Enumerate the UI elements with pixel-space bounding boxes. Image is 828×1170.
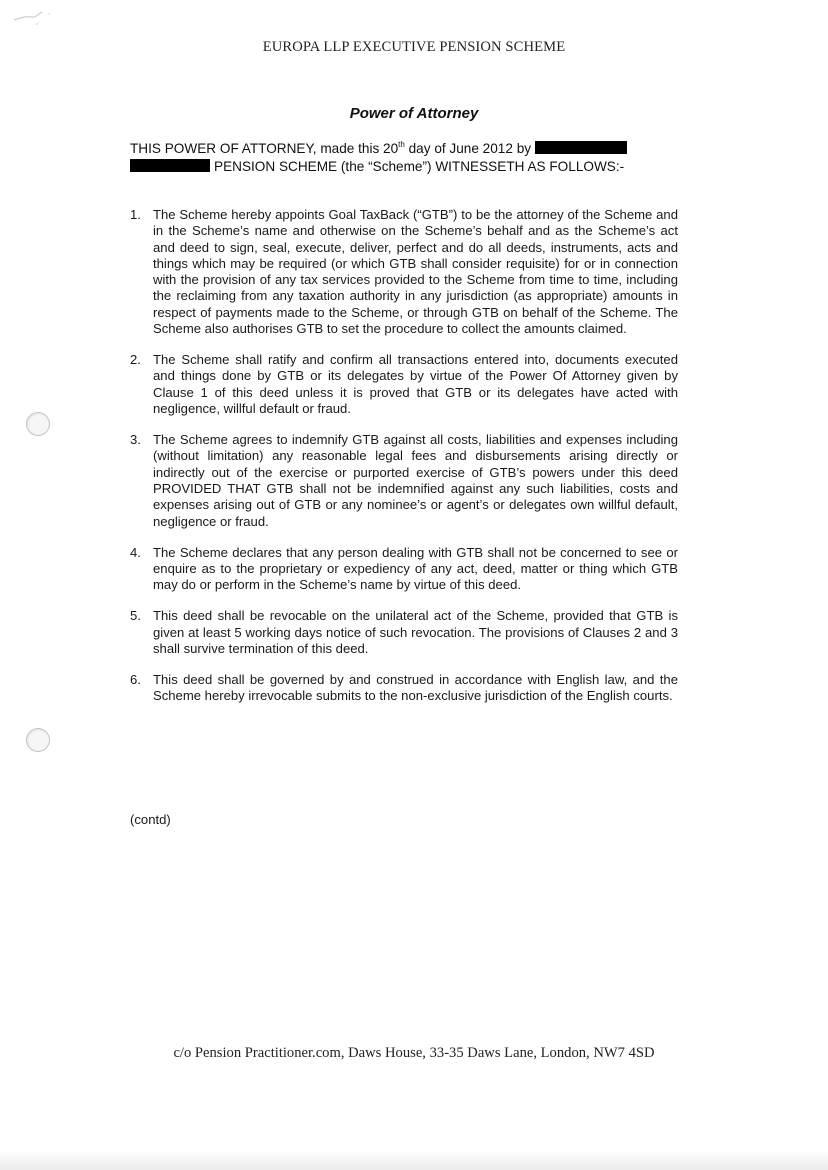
punch-hole-mark bbox=[26, 728, 50, 752]
intro-suffix: day of June 2012 by bbox=[404, 141, 532, 156]
scan-artifact-mark bbox=[6, 6, 56, 26]
redaction-bar bbox=[535, 141, 627, 154]
clause-text: This deed shall be governed by and construed in accordance with English law, and the Scheme hereby irrevocable submits to the non-exclusive jurisdiction of the English courts. bbox=[153, 672, 678, 704]
intro-prefix: THIS POWER OF ATTORNEY, made this 20 bbox=[130, 141, 399, 156]
clause-text: This deed shall be revocable on the unilateral act of the Scheme, provided that GTB is given at least 5 working days notice of such revocation. The provisions of Clauses 2 and 3 shall survive termination of this deed. bbox=[153, 608, 678, 657]
intro-line2-text: PENSION SCHEME (the “Scheme”) WITNESSETH AS FOLLOWS:- bbox=[214, 159, 625, 174]
clause-number: 2. bbox=[130, 352, 141, 368]
ordinal-suffix: th bbox=[398, 140, 405, 149]
clause-text: The Scheme declares that any person dealing with GTB shall not be concerned to see or enquire as to the proprietary or expediency of any act, deed, matter or thing which GTB may do or perform in the Scheme’s name by virtue of this deed. bbox=[153, 544, 678, 593]
clause-number: 1. bbox=[130, 207, 141, 222]
clause-2 bbox=[130, 352, 678, 417]
clause-5 bbox=[130, 608, 678, 657]
punch-hole-mark bbox=[26, 412, 50, 436]
clause-number: 3. bbox=[130, 432, 141, 448]
clause-4 bbox=[130, 545, 678, 594]
scan-bottom-edge bbox=[0, 1150, 828, 1170]
clause-number: 6. bbox=[130, 672, 141, 688]
clause-1 bbox=[130, 207, 678, 337]
clause-text: The Scheme hereby appoints Goal TaxBack (“GTB”) to be the attorney of the Scheme and in the Scheme’s name and otherwise on the Scheme’s behalf and as the Scheme’s act and deed to sign, seal, execute, deliver, perfect and do all deeds, instruments, acts and things which may be required (or which GTB shall consider requisite) for or in connection with the provision of any tax services provided to the Scheme from time to time, including the reclaiming from any taxation authority in any jurisdiction (as appropriate) amounts in respect of payments made to the Scheme, or through GTB on behalf of the Scheme. The Scheme also authorises GTB to set the procedure to collect the amounts claimed. bbox=[153, 207, 678, 337]
clauses-list bbox=[130, 207, 678, 720]
clause-6 bbox=[130, 672, 678, 705]
intro-line-2 bbox=[130, 159, 678, 174]
continued-marker: (contd) bbox=[130, 812, 171, 827]
clause-text: The Scheme shall ratify and confirm all transactions entered into, documents executed and things done by GTB or its delegates by virtue of the Power Of Attorney given by Clause 1 of this deed unless it is proved that GTB or its delegates have acted with negligence, willful default or fraud. bbox=[153, 352, 678, 417]
document-header: EUROPA LLP EXECUTIVE PENSION SCHEME bbox=[262, 39, 566, 55]
redaction-bar bbox=[130, 159, 210, 172]
document-title: Power of Attorney bbox=[349, 105, 479, 122]
document-footer-address: c/o Pension Practitioner.com, Daws House, 33-35 Daws Lane, London, NW7 4SD bbox=[173, 1045, 655, 1061]
clause-3 bbox=[130, 432, 678, 530]
intro-line-1 bbox=[130, 141, 678, 156]
clause-number: 5. bbox=[130, 608, 141, 624]
clause-number: 4. bbox=[130, 544, 141, 560]
clause-text: The Scheme agrees to indemnify GTB against all costs, liabilities and expenses including (without limitation) any reasonable legal fees and disbursements arising directly or indirectly out of the exercise or purported exercise of GTB’s powers under this deed PROVIDED THAT GTB shall not be indemnified against any such liabilities, costs and expenses arising out of GTB or any nominee’s or agent’s or delegates own willful default, negligence or fraud. bbox=[153, 432, 678, 529]
